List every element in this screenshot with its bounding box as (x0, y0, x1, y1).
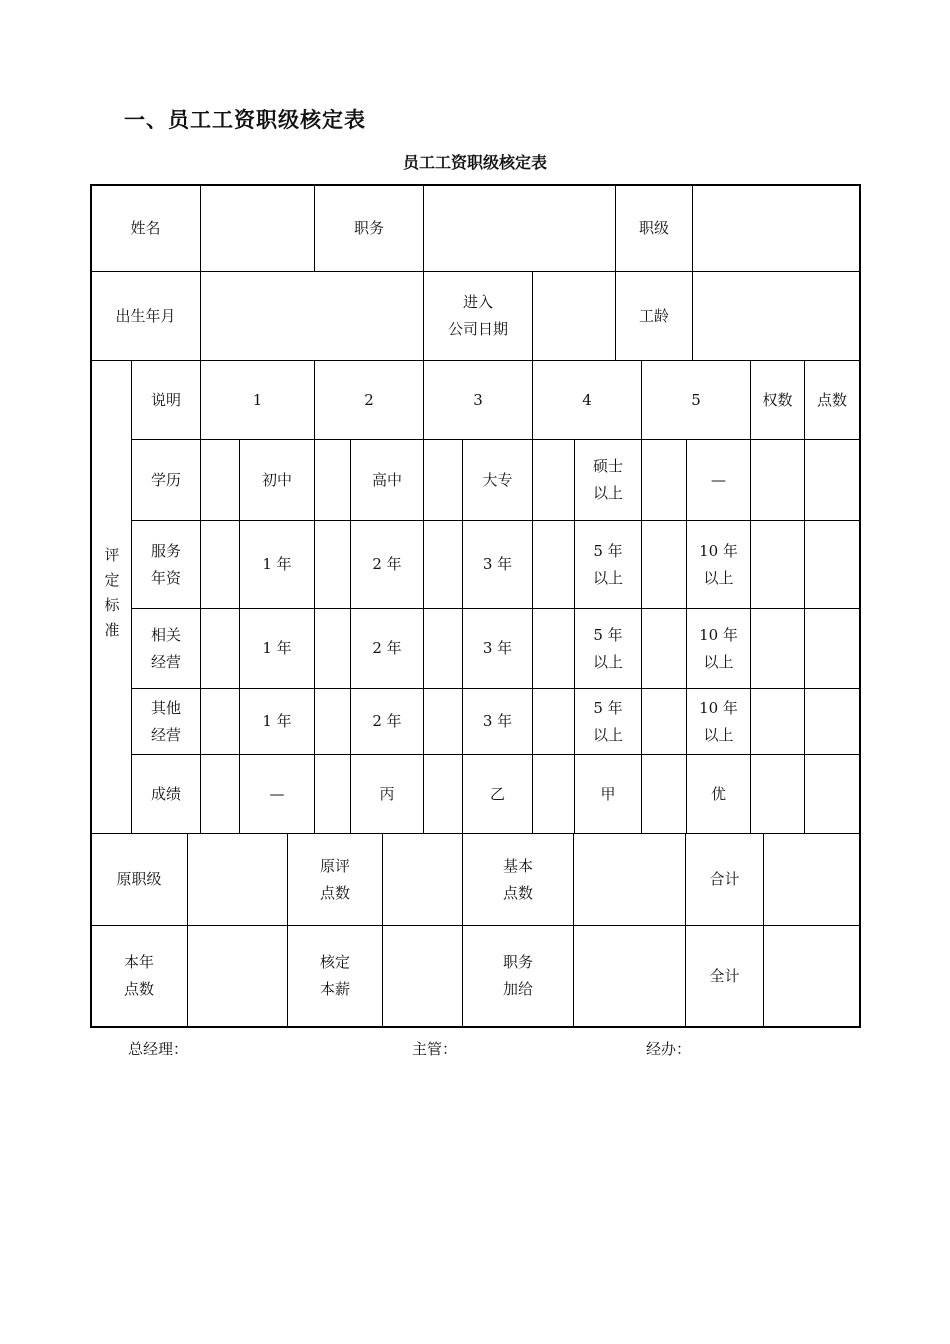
position-value-cell[interactable] (424, 186, 615, 271)
criteria-row-value: 乙 (489, 784, 505, 803)
subtotal-value-cell[interactable] (764, 834, 859, 925)
approved-salary-value-cell[interactable] (383, 926, 462, 1026)
join-date-value-cell[interactable] (533, 272, 615, 360)
criteria-row-value: 1 年 (262, 639, 292, 657)
criteria-header-weight: 权数 (762, 390, 793, 409)
criteria-row-value: 甲 (600, 784, 616, 803)
criteria-row-value: 5 年 以上 (592, 698, 623, 744)
criteria-row-value: 2 年 (372, 712, 402, 730)
base-points-value-cell[interactable] (574, 834, 685, 925)
birth-label: 出生年月 (115, 306, 176, 325)
criteria-row-value: 大专 (482, 470, 513, 489)
total-label: 全计 (709, 966, 740, 985)
criteria-row-value: 3 年 (482, 712, 513, 730)
seniority-label: 工龄 (638, 306, 669, 325)
subtotal-label: 合计 (709, 870, 740, 888)
criteria-row-value: 5 年 以上 (592, 625, 623, 671)
table-title: 员工工资职级核定表 (402, 153, 547, 172)
original-rank-value-cell[interactable] (188, 834, 287, 925)
total-value-cell[interactable] (764, 926, 859, 1026)
criteria-row-value: — (711, 470, 726, 489)
rank-label: 职级 (638, 219, 669, 237)
general-manager-signature-label: 总经理： (128, 1040, 189, 1058)
criteria-row-label: 学历 (150, 470, 181, 489)
criteria-row-value: 10 年 以上 (699, 541, 738, 587)
original-rank-label: 原职级 (116, 870, 162, 888)
criteria-row-value: 1 年 (262, 712, 292, 730)
criteria-row-value: 丙 (379, 784, 395, 803)
criteria-row-value: 2 年 (372, 639, 402, 657)
criteria-header-level-4: 4 (582, 390, 592, 409)
position-allowance-label: 职务 加给 (502, 953, 533, 998)
criteria-row-label: 服务 年资 (150, 541, 181, 587)
criteria-row-value: 初中 (261, 470, 292, 489)
original-points-label: 原评 点数 (319, 856, 350, 902)
approved-salary-label: 核定 本薪 (319, 953, 350, 998)
handler-signature-label: 经办： (646, 1040, 692, 1058)
criteria-header-level-3: 3 (473, 390, 483, 409)
criteria-row-value: 10 年 以上 (699, 625, 738, 671)
criteria-row-value: 3 年 (482, 555, 513, 573)
criteria-row-value: 5 年 以上 (592, 541, 623, 587)
criteria-row-label: 成绩 (150, 784, 181, 803)
rank-value-cell[interactable] (693, 186, 859, 271)
criteria-row-label: 相关 经营 (150, 625, 181, 671)
birth-value-cell[interactable] (201, 272, 423, 360)
criteria-header-level-2: 2 (364, 390, 374, 409)
criteria-row-value: 10 年 以上 (699, 698, 738, 744)
position-label: 职务 (353, 219, 384, 237)
year-points-value-cell[interactable] (188, 926, 287, 1026)
criteria-row-value: 3 年 (482, 639, 513, 657)
criteria-row-value: 硕士 以上 (592, 457, 623, 502)
criteria-row-value: 1 年 (262, 555, 292, 573)
criteria-row-label: 其他 经营 (150, 698, 181, 744)
base-points-label: 基本 点数 (502, 856, 533, 902)
year-points-label: 本年 点数 (123, 953, 154, 998)
criteria-row-value: 高中 (371, 470, 402, 489)
original-points-value-cell[interactable] (383, 834, 462, 925)
criteria-row-value: — (269, 784, 285, 803)
criteria-header-level-1: 1 (252, 390, 263, 409)
supervisor-signature-label: 主管： (412, 1040, 458, 1058)
criteria-row-value: 2 年 (372, 555, 402, 573)
criteria-header-level-5: 5 (691, 390, 701, 409)
criteria-side-text: 评定标准 (102, 547, 121, 647)
name-value-cell[interactable] (201, 186, 314, 271)
criteria-side-label (91, 361, 131, 833)
criteria-header-points: 点数 (816, 390, 847, 409)
position-allowance-value-cell[interactable] (574, 926, 685, 1026)
page-heading: 一、员工工资职级核定表 (124, 108, 366, 132)
seniority-value-cell[interactable] (693, 272, 859, 360)
join-date-label: 进入 公司日期 (447, 293, 508, 338)
criteria-header-desc: 说明 (150, 390, 181, 409)
criteria-row-value: 优 (710, 784, 726, 803)
name-label: 姓名 (130, 219, 161, 237)
